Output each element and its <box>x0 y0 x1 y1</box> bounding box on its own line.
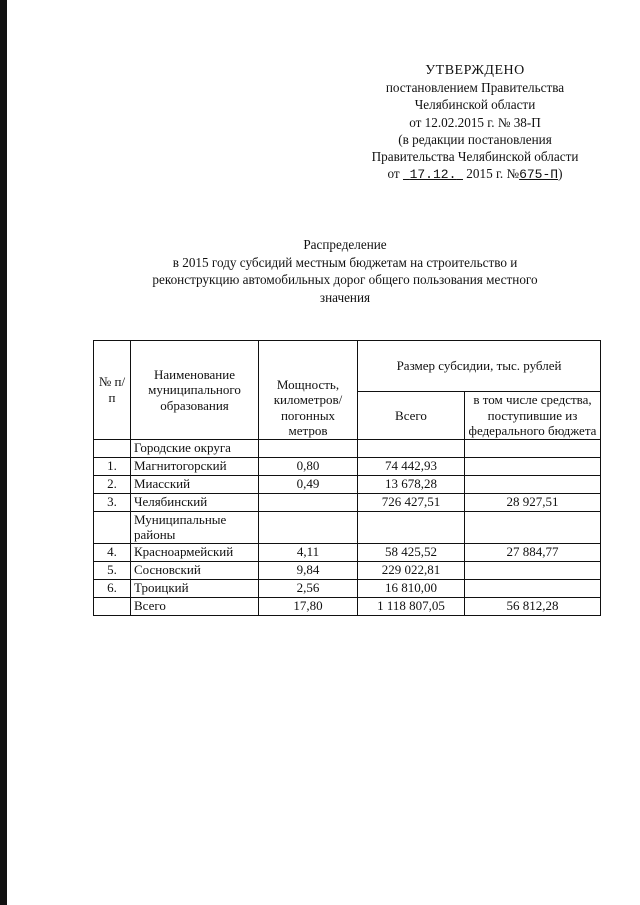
row-total: 1 118 807,05 <box>358 597 465 615</box>
header-federal: в том числе средства, поступившие из федерального бюджета <box>465 392 601 440</box>
row-num: 1. <box>94 457 131 475</box>
row-total: 726 427,51 <box>358 493 465 511</box>
row-num: 5. <box>94 561 131 579</box>
approval-date-line <box>345 165 605 183</box>
approval-from: от <box>387 166 400 182</box>
row-federal <box>465 439 601 457</box>
row-power: 9,84 <box>259 561 358 579</box>
approval-stamp <box>345 62 605 183</box>
row-total <box>358 439 465 457</box>
row-federal <box>465 457 601 475</box>
approval-number-handwritten: 675-П <box>519 167 559 183</box>
row-federal <box>465 561 601 579</box>
table-row <box>94 439 601 457</box>
approval-year: 2015 г. № <box>466 166 520 182</box>
row-name: Муниципальные районы <box>131 511 259 543</box>
row-num <box>94 439 131 457</box>
row-name: Сосновский <box>131 561 259 579</box>
title-line-4: значения <box>319 289 371 305</box>
approval-close: ) <box>558 166 563 182</box>
row-name: Городские округа <box>131 439 259 457</box>
row-total: 58 425,52 <box>358 543 465 561</box>
row-total: 229 022,81 <box>358 561 465 579</box>
row-federal <box>465 579 601 597</box>
table-row <box>94 543 601 561</box>
row-name: Магнитогорский <box>131 457 259 475</box>
row-federal <box>465 511 601 543</box>
document-title <box>110 236 580 306</box>
row-name: Всего <box>131 597 259 615</box>
table-row <box>94 457 601 475</box>
approval-line-1: постановлением Правительства <box>385 80 565 96</box>
row-power <box>259 439 358 457</box>
table-row <box>94 561 601 579</box>
approval-line-5: Правительства Челябинской области <box>371 149 579 165</box>
row-power: 0,80 <box>259 457 358 475</box>
row-name: Троицкий <box>131 579 259 597</box>
row-num: 6. <box>94 579 131 597</box>
row-total: 13 678,28 <box>358 475 465 493</box>
table-row <box>94 493 601 511</box>
row-name: Миасский <box>131 475 259 493</box>
header-num: № п/п <box>94 341 131 440</box>
row-power <box>259 493 358 511</box>
title-line-3: реконструкцию автомобильных дорог общего пользования местного <box>152 272 538 288</box>
scan-edge <box>0 0 7 905</box>
approval-line-2: Челябинской области <box>414 97 536 113</box>
row-num: 2. <box>94 475 131 493</box>
row-num: 3. <box>94 493 131 511</box>
approval-line-3: от 12.02.2015 г. № 38-П <box>409 114 541 130</box>
table-row-total <box>94 597 601 615</box>
table-row <box>94 511 601 543</box>
row-num: 4. <box>94 543 131 561</box>
row-total <box>358 511 465 543</box>
row-num <box>94 597 131 615</box>
row-power: 4,11 <box>259 543 358 561</box>
row-name: Челябинский <box>131 493 259 511</box>
row-federal <box>465 475 601 493</box>
table-row <box>94 579 601 597</box>
approval-date-handwritten: 17.12. <box>409 167 457 183</box>
row-federal: 28 927,51 <box>465 493 601 511</box>
row-name: Красноармейский <box>131 543 259 561</box>
row-num <box>94 511 131 543</box>
subsidy-table <box>93 340 601 616</box>
approval-line-4: (в редакции постановления <box>398 131 552 147</box>
header-name: Наименование муниципального образования <box>131 341 259 440</box>
row-federal: 27 884,77 <box>465 543 601 561</box>
approval-heading: УТВЕРЖДЕНО <box>425 63 525 78</box>
header-size: Размер субсидии, тыс. рублей <box>358 341 601 392</box>
row-federal: 56 812,28 <box>465 597 601 615</box>
row-power: 17,80 <box>259 597 358 615</box>
header-power: Мощность, километров/ погонных метров <box>259 341 358 440</box>
title-line-2: в 2015 году субсидий местным бюджетам на строительство и <box>172 254 518 270</box>
table-row <box>94 475 601 493</box>
row-power: 2,56 <box>259 579 358 597</box>
row-total: 74 442,93 <box>358 457 465 475</box>
approval-date-underline <box>403 166 463 181</box>
row-total: 16 810,00 <box>358 579 465 597</box>
title-line-1: Распределение <box>303 237 387 252</box>
row-power <box>259 511 358 543</box>
row-power: 0,49 <box>259 475 358 493</box>
header-total: Всего <box>358 392 465 440</box>
